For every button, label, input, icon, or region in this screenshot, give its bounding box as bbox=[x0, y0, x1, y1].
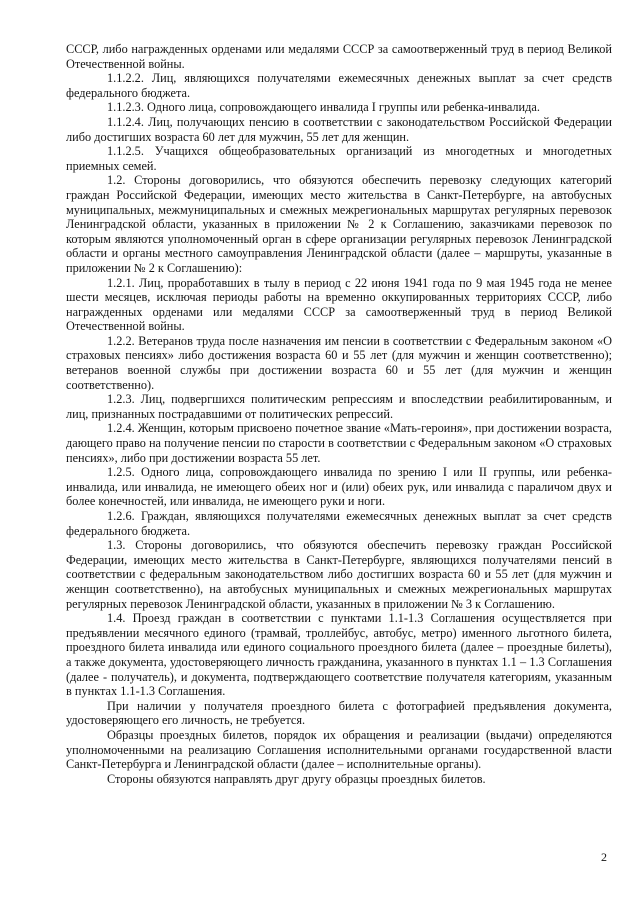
paragraph-1-4: 1.4. Проезд граждан в соответствии с пунктами 1.1-1.3 Соглашения осуществляется при предъявлении месячного единого (трамвай, троллейбус, автобус, метро) именного льготного билета, проездного билета инвалида или единого социального проездного билета (далее – проездные билеты), а также документа, удостоверяющего личность гражданина, указанного в пунктах 1.1 – 1.3 Соглашения (далее - получатель), и документа, подтверждающего соответствие получателя категориям, указанным в пунктах 1.1-1.3 Соглашения. bbox=[66, 611, 612, 699]
paragraph-1-1-2-4: 1.1.2.4. Лиц, получающих пенсию в соответствии с законодательством Российской Федерации либо достигших возраста 60 лет для мужчин, 55 лет для женщин. bbox=[66, 114, 612, 144]
paragraph-1-3: 1.3. Стороны договорились, что обязуются обеспечить перевозку граждан Российской Федерации, имеющих место жительства в Санкт-Петербурге, являющихся получателями пенсий в соответствии с федеральным законодательством либо достигших возраста 60 и 55 лет (для мужчин и женщин соответственно), на автобусных муниципальных и смежных межрегиональных маршрутах регулярных перевозок Ленинградской области, указанных в приложении № 3 к Соглашению. bbox=[66, 538, 612, 611]
paragraph-1-2: 1.2. Стороны договорились, что обязуются обеспечить перевозку следующих категорий граждан Российской Федерации, имеющих место жительства в Санкт-Петербурге, на автобусных муниципальных, межмуниципальных и смежных межрегиональных маршрутах регулярных перевозок Ленинградской области, указанных в приложении № 2 к Соглашению, заказчиками перевозок по которым являются уполномоченный орган в сфере организации регулярных перевозок Ленинградской области и органы местного самоуправления Ленинградской области (далее – маршруты, указанные в приложении № 2 к Соглашению): bbox=[66, 173, 612, 275]
paragraph-1-2-4: 1.2.4. Женщин, которым присвоено почетное звание «Мать-героиня», при достижении возраста, дающего право на получение пенсии по старости в соответствии с Федеральным законом «О страховых пенсиях», либо при достижении возраста 55 лет. bbox=[66, 421, 612, 465]
paragraph-1-2-6: 1.2.6. Граждан, являющихся получателями ежемесячных денежных выплат за счет средств федерального бюджета. bbox=[66, 509, 612, 538]
paragraph-1-1-2-5: 1.1.2.5. Учащихся общеобразовательных организаций из многодетных и многодетных приемных семей. bbox=[66, 144, 612, 173]
body-text bbox=[66, 42, 612, 786]
paragraph-1-2-1: 1.2.1. Лиц, проработавших в тылу в период с 22 июня 1941 года по 9 мая 1945 года не менее шести месяцев, исключая периоды работы на временно оккупированных территориях СССР, либо награжденных орденами или медалями СССР за самоотверженный труд в период Великой Отечественной войны. bbox=[66, 275, 612, 334]
paragraph-1-2-5: 1.2.5. Одного лица, сопровождающего инвалида по зрению I или II группы, или ребенка-инвалида, или инвалида, не имеющего обеих ног и (или) обеих рук, или инвалида с параличом двух и более конечностей, или инвалида, не имеющего руки и ноги. bbox=[66, 465, 612, 509]
paragraph-1-1-2-3: 1.1.2.3. Одного лица, сопровождающего инвалида I группы или ребенка-инвалида. bbox=[107, 100, 540, 115]
paragraph-1-2-3: 1.2.3. Лиц, подвергшихся политическим репрессиям и впоследствии реабилитированным, и лиц, признанных пострадавшими от политических репрессий. bbox=[66, 392, 612, 421]
paragraph-photo-ticket: При наличии у получателя проездного билета с фотографией предъявления документа, удостоверяющего его личность, не требуется. bbox=[66, 698, 612, 728]
paragraph-1-2-2: 1.2.2. Ветеранов труда после назначения им пенсии в соответствии с Федеральным законом «О страховых пенсиях» либо достижения возраста 60 и 55 лет (для мужчин и женщин соответственно); ветеранов военной службы при достижении возраста 60 и 55 лет (для мужчин и женщин соответственно). bbox=[66, 333, 612, 392]
paragraph-continuation: СССР, либо награжденных орденами или медалями СССР за самоотверженный труд в период Великой Отечественной войны. bbox=[66, 42, 612, 71]
paragraph-1-1-2-2: 1.1.2.2. Лиц, являющихся получателями ежемесячных денежных выплат за счет средств федерального бюджета. bbox=[66, 71, 612, 100]
paragraph-ticket-samples: Образцы проездных билетов, порядок их обращения и реализации (выдачи) определяются уполномоченными на реализацию Соглашения исполнительными органами государственной власти Санкт-Петербурга и Ленинградской области (далее – исполнительные органы). bbox=[66, 727, 612, 772]
page-number: 2 bbox=[601, 850, 607, 864]
paragraph-exchange-samples: Стороны обязуются направлять друг другу образцы проездных билетов. bbox=[107, 771, 486, 786]
